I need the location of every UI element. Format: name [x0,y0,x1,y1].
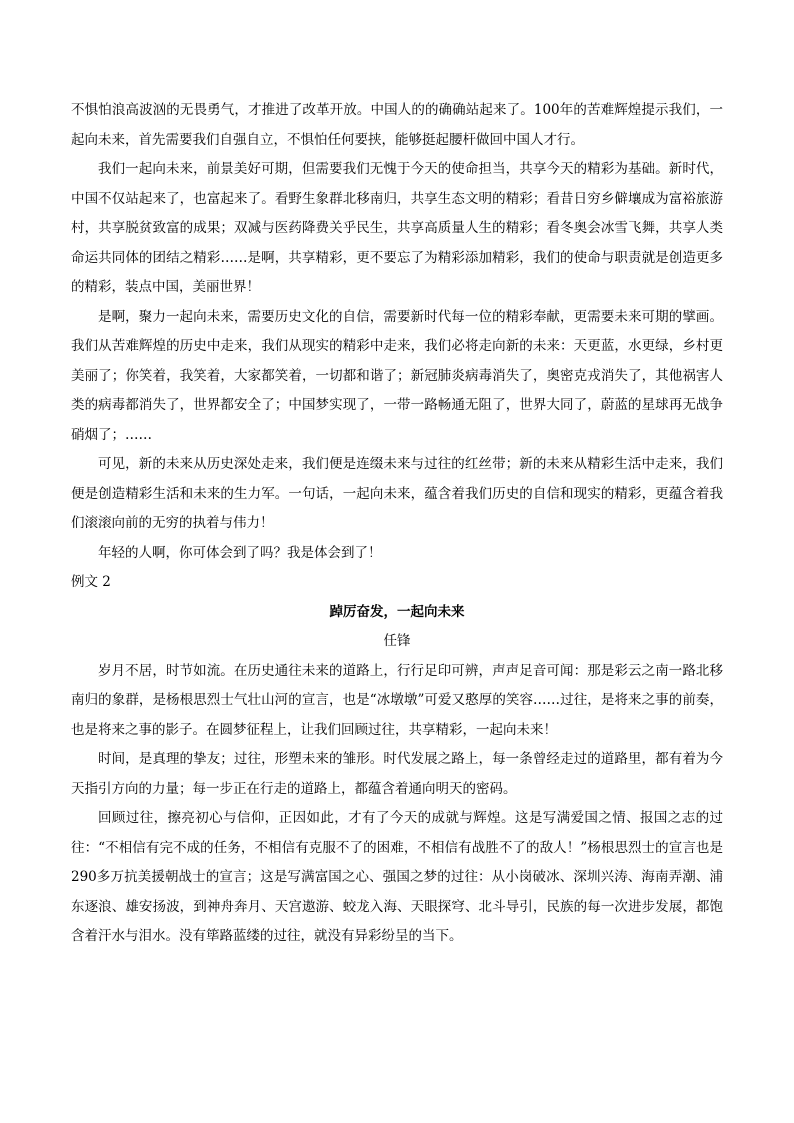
paragraph-closing: 年轻的人啊，你可体会到了吗？我是体会到了！ [98,544,382,561]
paragraph-conclusion: 可见，新的未来从历史深处走来，我们便是连缀未来与过往的红丝带；新的未来从精彩生活中走来，我们便是创造精彩生活和未来的生力军。一句话，一起向未来，蕴含着我们历史的自信和现实的精彩，更蕴含着我们滚滚向前的无穷的执着与伟力！ [71,456,723,531]
paragraph-time: 时间，是真理的挚友；过往，形塑未来的雏形。时代发展之路上，每一条曾经走过的道路里，都有着为今天指引方向的力量；每一步正在行走的道路上，都蕴含着通向明天的密码。 [71,751,723,797]
document-page [71,96,723,952]
paragraph-vision: 是啊，聚力一起向未来，需要历史文化的自信，需要新时代每一位的精彩奉献，更需要未来可期的擘画。我们从苦难辉煌的历史中走来，我们从现实的精彩中走来，我们必将走向新的未来：天更蓝，水更绿，乡村更美丽了；你笑着，我笑着，大家都笑着，一切都和谐了；新冠肺炎病毒消失了，奥密克戎消失了，其他祸害人类的病毒都消失了，世界都安全了；中国梦实现了，一带一路畅通无阻了，世界大同了，蔚蓝的星球再无战争硝烟了；…… [71,308,723,443]
essay-title: 踔厉奋发，一起向未来 [329,603,465,620]
paragraph-continuation: 不惧怕浪高波汹的无畏勇气，才推进了改革开放。中国人的的确确站起来了。100年的苦难辉煌提示我们，一起向未来，首先需要我们自强自立，不惧怕任何要挟，能够挺起腰杆做回中国人才行。 [71,102,723,148]
paragraph-opening: 岁月不居，时节如流。在历史通往未来的道路上，行行足印可辨，声声足音可闻：那是彩云之南一路北移南归的象群，是杨根思烈士气壮山河的宣言，也是“冰墩墩”可爱又憨厚的笑容……过往，是将来之事的前奏，也是将来之事的影子。在圆梦征程上，让我们回顾过往，共享精彩，一起向未来！ [71,662,723,738]
paragraph-shared-future: 我们一起向未来，前景美好可期，但需要我们无愧于今天的使命担当，共享今天的精彩为基础。新时代，中国不仅站起来了，也富起来了。看野生象群北移南归，共享生态文明的精彩；看昔日穷乡僻壤成为富裕旅游村，共享脱贫致富的成果；双减与医药降费关乎民生，共享高质量人生的精彩；看冬奥会冰雪飞舞，共享人类命运共同体的团结之精彩……是啊，共享精彩，更不要忘了为精彩添加精彩，我们的使命与职责就是创造更多的精彩，装点中国，美丽世界！ [71,161,723,295]
paragraph-review: 回顾过往，擦亮初心与信仰，正因如此，才有了今天的成就与辉煌。这是写满爱国之情、报国之志的过往：“不相信有完不成的任务，不相信有克服不了的困难，不相信有战胜不了的敌人！”杨根思烈士的宣言也是290多万抗美援朝战士的宣言；这是写满富国之心、强国之梦的过往：从小岗破冰、深圳兴涛、海南弄潮、浦东逐浪、雄安扬波，到神舟奔月、天宫遨游、蛟龙入海、天眼探穹、北斗导引，民族的每一次进步发展，都饱含着汗水与泪水。没有筚路蓝缕的过往，就没有异彩纷呈的当下。 [71,810,723,944]
essay-author: 任锋 [383,633,411,649]
example-label: 例文 2 [71,574,111,590]
